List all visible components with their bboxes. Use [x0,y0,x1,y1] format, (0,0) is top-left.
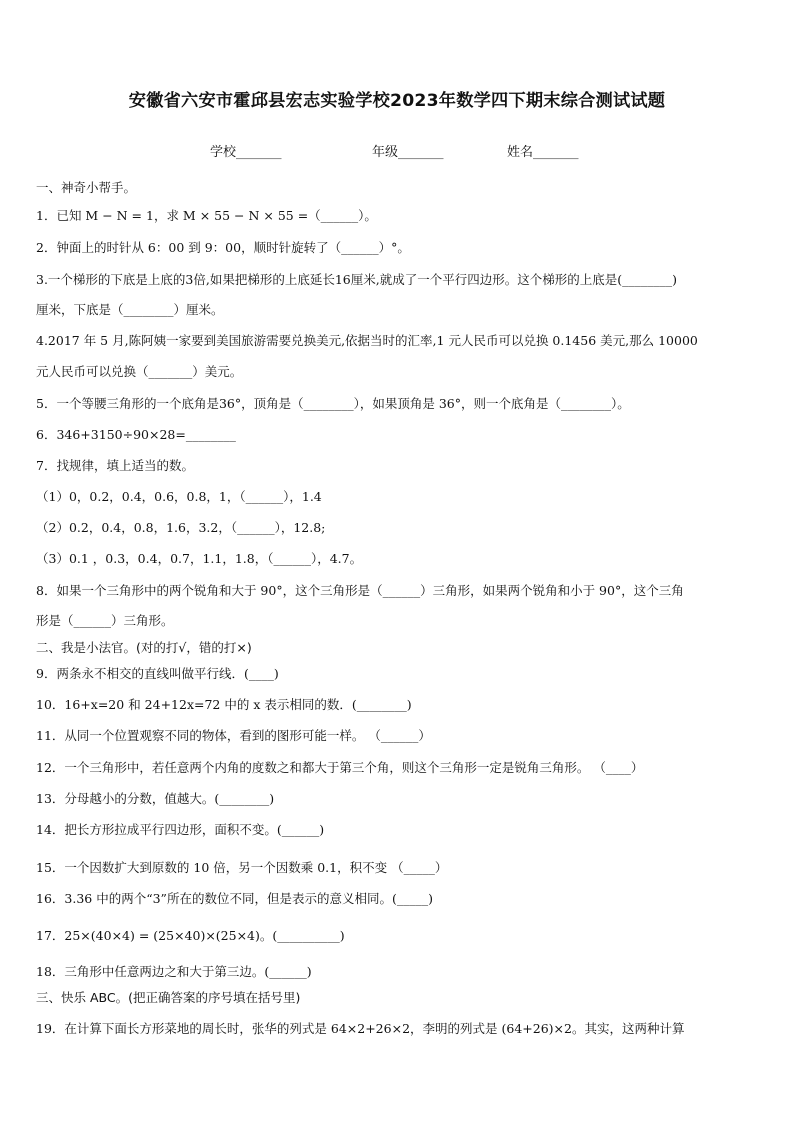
question-6: 6．346+3150÷90×28=________ [36,427,236,442]
question-7: 7．找规律，填上适当的数。 [36,458,194,473]
question-15: 15．一个因数扩大到原数的 10 倍，另一个因数乘 0.1，积不变 （_____） [36,860,448,875]
question-14: 14．把长方形拉成平行四边形，面积不变。(______) [36,822,325,837]
question-13: 13．分母越小的分数，值越大。(________) [36,791,275,806]
question-3-cont: 厘米，下底是（________）厘米。 [36,302,224,317]
section-heading-3: 三、快乐 ABC。(把正确答案的序号填在括号里) [36,990,301,1005]
question-17: 17．25×(40×4) = (25×40)×(25×4)。(__________) [36,928,345,943]
question-2: 2．钟面上的时针从 6：00 到 9：00，顺时针旋转了（______）°。 [36,240,410,255]
question-5: 5．一个等腰三角形的一个底角是36°，顶角是（________），如果顶角是 36°，则一个底角是（________）。 [36,396,630,411]
question-8: 8．如果一个三角形中的两个锐角和大于 90°，这个三角形是（______）三角形，如果两个锐角和小于 90°，这个三角 [36,583,684,598]
question-4: 4.2017 年 5 月,陈阿姨一家要到美国旅游需要兑换美元,依据当时的汇率,1 元人民币可以兑换 0.1456 美元,那么 10000 [36,333,698,348]
question-12: 12．一个三角形中，若任意两个内角的度数之和都大于第三个角，则这个三角形一定是锐角三角形。 （____） [36,760,644,775]
question-8-cont: 形是（______）三角形。 [36,613,174,628]
question-1: 1．已知 M − N = 1，求 M × 55 − N × 55 =（______）。 [36,208,377,223]
question-19: 19．在计算下面长方形菜地的周长时，张华的列式是 64×2+26×2，李明的列式是 (64+26)×2。其实，这两种计算 [36,1021,685,1036]
question-9: 9．两条永不相交的直线叫做平行线．(____) [36,666,279,681]
section-heading-1: 一、神奇小帮手。 [36,180,137,195]
question-3: 3.一个梯形的下底是上底的3倍,如果把梯形的上底延长16厘米,就成了一个平行四边形。这个梯形的上底是(________) [36,272,677,287]
question-18: 18．三角形中任意两边之和大于第三边。(______) [36,964,312,979]
school-field: 学校_______ [210,145,282,160]
exam-title: 安徽省六安市霍邱县宏志实验学校2023年数学四下期末综合测试试题 [128,91,666,111]
question-16: 16．3.36 中的两个“3”所在的数位不同，但是表示的意义相同。(_____) [36,891,433,906]
question-7-part-3: （3）0.1 ，0.3，0.4，0.7，1.1，1.8，（______），4.7。 [36,551,363,566]
section-heading-2: 二、我是小法官。(对的打√，错的打×) [36,640,252,655]
grade-field: 年级_______ [372,145,444,160]
question-11: 11．从同一个位置观察不同的物体，看到的图形可能一样。 （______） [36,728,431,743]
question-7-part-2: （2）0.2，0.4，0.8，1.6，3.2，（______），12.8; [36,520,326,535]
question-7-part-1: （1）0，0.2，0.4，0.6，0.8，1，（______），1.4 [36,489,322,504]
question-10: 10．16+x=20 和 24+12x=72 中的 x 表示相同的数．(________) [36,697,412,712]
name-field: 姓名_______ [507,145,579,160]
question-4-cont: 元人民币可以兑换（_______）美元。 [36,364,243,379]
